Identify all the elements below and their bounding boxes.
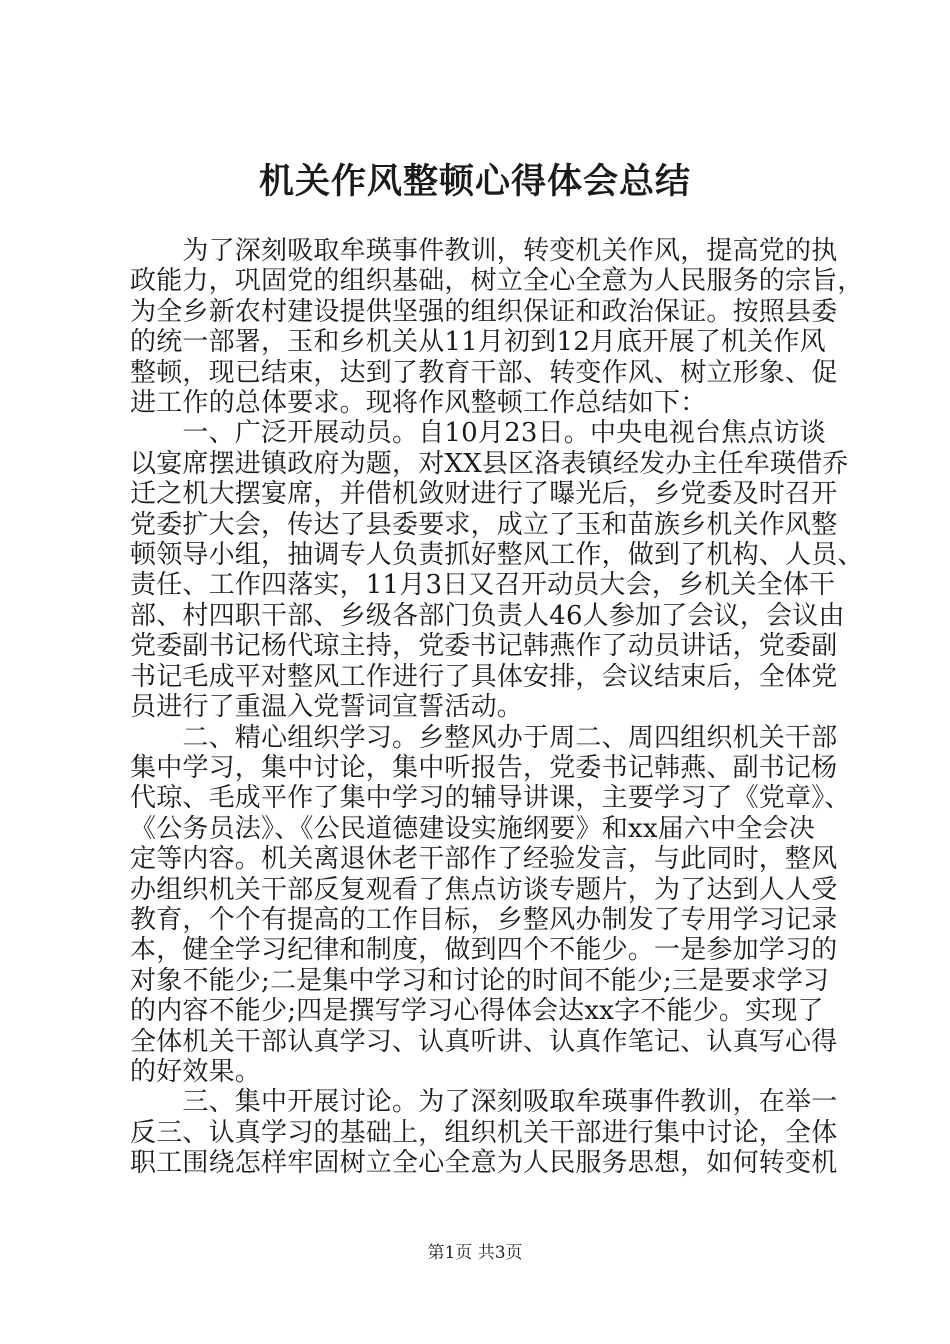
text-line: 的好效果。 — [130, 1056, 262, 1087]
text-line: 政能力，巩固党的组织基础，树立全心全意为人民服务的宗旨， — [130, 266, 864, 297]
text-line: 的统一部署，玉和乡机关从11月初到12月底开展了机关作风 — [130, 327, 826, 358]
text-line: 《公务员法》、《公民道德建设实施纲要》和xx届六中全会决 — [130, 813, 815, 844]
document-title: 机关作风整顿心得体会总结 — [258, 161, 691, 202]
text-line: 顿领导小组，抽调专人负责抓好整风工作，做到了机构、人员、 — [130, 540, 864, 571]
text-line: 整顿，现已结束，达到了教育干部、转变作风、树立形象、促 — [130, 357, 838, 388]
text-line: 全体机关干部认真学习、认真听讲、认真作笔记、认真写心得 — [130, 1026, 838, 1057]
text-line: 党委扩大会，传达了县委要求，成立了玉和苗族乡机关作风整 — [130, 509, 838, 540]
text-line: 迁之机大摆宴席，并借机敛财进行了曝光后，乡党委及时召开 — [130, 479, 838, 510]
text-line: 对象不能少;二是集中学习和讨论的时间不能少;三是要求学习 — [130, 965, 830, 996]
text-line: 本，健全学习纪律和制度，做到四个不能少。一是参加学习的 — [130, 935, 838, 966]
text-line: 职工围绕怎样牢固树立全心全意为人民服务思想，如何转变机 — [130, 1148, 838, 1179]
text-line: 以宴席摆进镇政府为题，对XX县区洛表镇经发办主任牟瑛借乔 — [130, 448, 849, 479]
text-line: 集中学习，集中讨论，集中听报告，党委书记韩燕、副书记杨 — [130, 752, 838, 783]
text-line: 进工作的总体要求。现将作风整顿工作总结如下： — [130, 388, 707, 419]
text-line: 定等内容。机关离退休老干部作了经验发言，与此同时，整风 — [130, 844, 838, 875]
document-body — [130, 236, 864, 1179]
text-line: 书记毛成平对整风工作进行了具体安排，会议结束后，全体党 — [130, 661, 838, 692]
text-line: 部、村四职干部、乡级各部门负责人46人参加了会议，会议由 — [130, 600, 845, 631]
text-line: 为全乡新农村建设提供坚强的组织保证和政治保证。按照县委 — [130, 296, 838, 327]
text-line: 三、集中开展讨论。为了深刻吸取牟瑛事件教训，在举一 — [130, 1087, 838, 1118]
text-line: 为了深刻吸取牟瑛事件教训，转变机关作风，提高党的执 — [130, 236, 838, 266]
text-line: 办组织机关干部反复观看了焦点访谈专题片，为了达到人人受 — [130, 874, 838, 905]
text-line: 责任、工作四落实，11月3日又召开动员大会，乡机关全体干 — [130, 570, 836, 601]
text-line: 二、精心组织学习。乡整风办于周二、周四组织机关干部 — [130, 722, 838, 753]
text-line: 教育，个个有提高的工作目标，乡整风办制发了专用学习记录 — [130, 904, 838, 935]
text-line: 反三、认真学习的基础上，组织机关干部进行集中讨论，全体 — [130, 1117, 838, 1148]
page-number-footer: 第1页 共3页 — [427, 1243, 523, 1263]
text-line: 代琼、毛成平作了集中学习的辅导讲课，主要学习了《党章》、 — [130, 783, 851, 814]
body-text — [130, 236, 864, 1179]
text-line: 一、广泛开展动员。自10月23日。中央电视台焦点访谈 — [130, 418, 826, 449]
text-line: 党委副书记杨代琼主持，党委书记韩燕作了动员讲话，党委副 — [130, 631, 838, 662]
text-line: 的内容不能少;四是撰写学习心得体会达xx字不能少。实现了 — [130, 996, 824, 1027]
text-line: 员进行了重温入党誓词宣誓活动。 — [130, 692, 524, 723]
